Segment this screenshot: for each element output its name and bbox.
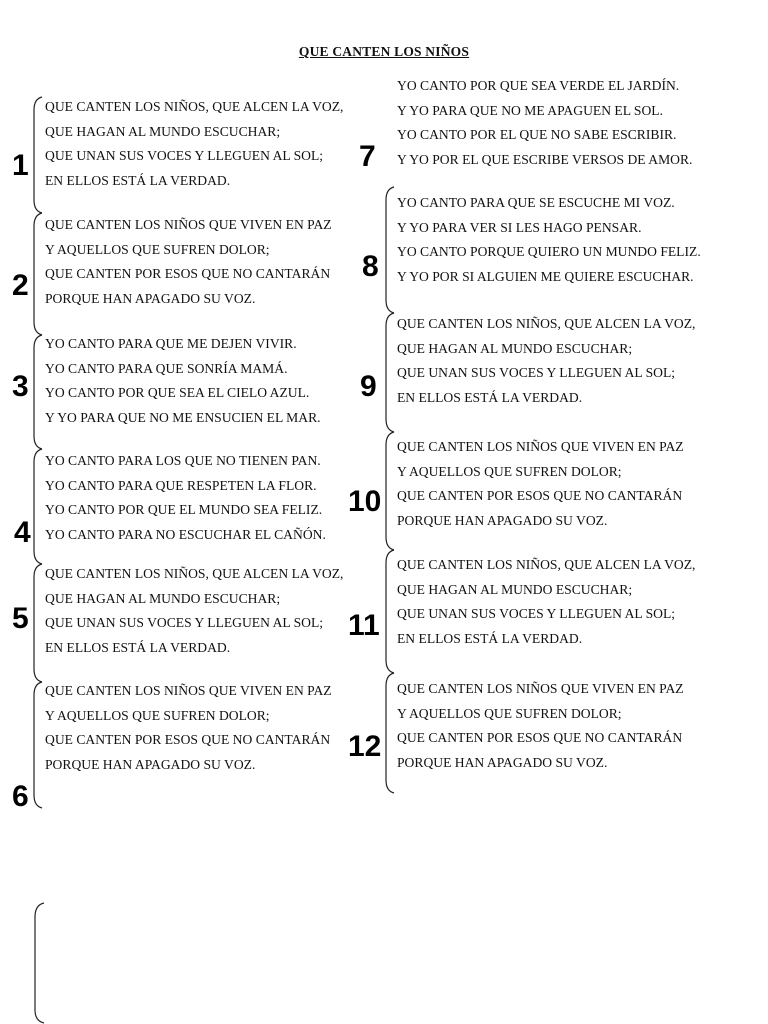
- verse-line: QUE CANTEN LOS NIÑOS QUE VIVEN EN PAZ: [397, 439, 684, 454]
- verse-line: YO CANTO POR EL QUE NO SABE ESCRIBIR.: [397, 127, 677, 142]
- bracket-right-11: [386, 550, 394, 673]
- verse-line: QUE CANTEN POR ESOS QUE NO CANTARÁN: [45, 266, 331, 281]
- verse-line: QUE HAGAN AL MUNDO ESCUCHAR;: [45, 123, 281, 139]
- stanza-number: 3: [12, 370, 29, 403]
- verse-line: EN ELLOS ESTÁ LA VERDAD.: [45, 639, 231, 655]
- bracket-right-8: [386, 187, 394, 313]
- stanza-number: 8: [362, 250, 379, 283]
- verse-line: YO CANTO POR QUE SEA VERDE EL JARDÍN.: [397, 78, 680, 93]
- bracket-right-12: [386, 673, 394, 793]
- stanza-number: 5: [12, 602, 29, 635]
- verse-line: YO CANTO PORQUE QUIERO UN MUNDO FELIZ.: [397, 244, 701, 259]
- bracket-right-9: [386, 313, 394, 432]
- verse-line: QUE UNAN SUS VOCES Y LLEGUEN AL SOL;: [45, 148, 324, 163]
- verse-line: YO CANTO PARA QUE SE ESCUCHE MI VOZ.: [397, 195, 675, 210]
- verse-line: QUE HAGAN AL MUNDO ESCUCHAR;: [397, 340, 633, 356]
- stanza-number: 10: [348, 485, 382, 518]
- verse-line: QUE HAGAN AL MUNDO ESCUCHAR;: [45, 590, 281, 606]
- bracket-left-1: [34, 97, 42, 213]
- verse-line: QUE CANTEN LOS NIÑOS QUE VIVEN EN PAZ: [45, 683, 332, 698]
- verse-line: PORQUE HAN APAGADO SU VOZ.: [397, 754, 608, 770]
- verse-line: QUE UNAN SUS VOCES Y LLEGUEN AL SOL;: [45, 615, 324, 630]
- stanza-number: 6: [12, 780, 29, 813]
- verse-line: Y AQUELLOS QUE SUFREN DOLOR;: [45, 707, 270, 723]
- page-title: QUE CANTEN LOS NIÑOS: [298, 44, 470, 59]
- verse-line: Y YO PARA VER SI LES HAGO PENSAR.: [397, 219, 642, 235]
- stanza-number: 9: [360, 370, 377, 403]
- verse-line: YO CANTO PARA LOS QUE NO TIENEN PAN.: [45, 453, 321, 468]
- stanza-number: 7: [359, 140, 376, 173]
- verse-line: QUE CANTEN POR ESOS QUE NO CANTARÁN: [397, 488, 683, 503]
- verse-line: Y YO POR SI ALGUIEN ME QUIERE ESCUCHAR.: [397, 268, 694, 284]
- verse-line: QUE HAGAN AL MUNDO ESCUCHAR;: [397, 581, 633, 597]
- verse-line: QUE CANTEN POR ESOS QUE NO CANTARÁN: [397, 730, 683, 745]
- verse-line: YO CANTO POR QUE EL MUNDO SEA FELIZ.: [45, 502, 323, 517]
- bracket-left-3: [34, 335, 42, 449]
- verse-line: QUE CANTEN LOS NIÑOS, QUE ALCEN LA VOZ,: [397, 316, 696, 331]
- bracket-left-6: [34, 682, 42, 808]
- verse-line: QUE CANTEN LOS NIÑOS QUE VIVEN EN PAZ: [45, 217, 332, 232]
- verse-line: PORQUE HAN APAGADO SU VOZ.: [45, 756, 256, 772]
- verse-line: Y AQUELLOS QUE SUFREN DOLOR;: [397, 705, 622, 721]
- verse-line: YO CANTO PARA QUE RESPETEN LA FLOR.: [45, 477, 317, 493]
- stanza-number: 4: [14, 516, 31, 549]
- stanza-number: 12: [348, 730, 382, 763]
- bracket-right-10: [386, 432, 394, 550]
- verse-line: Y YO PARA QUE NO ME ENSUCIEN EL MAR.: [45, 409, 321, 425]
- verse-line: Y YO POR EL QUE ESCRIBE VERSOS DE AMOR.: [397, 151, 693, 167]
- verse-line: QUE CANTEN LOS NIÑOS QUE VIVEN EN PAZ: [397, 681, 684, 696]
- verse-line: QUE UNAN SUS VOCES Y LLEGUEN AL SOL;: [397, 365, 676, 380]
- verse-line: YO CANTO POR QUE SEA EL CIELO AZUL.: [45, 385, 310, 400]
- verse-line: EN ELLOS ESTÁ LA VERDAD.: [397, 389, 583, 405]
- verse-line: QUE CANTEN POR ESOS QUE NO CANTARÁN: [45, 732, 331, 747]
- verse-line: QUE UNAN SUS VOCES Y LLEGUEN AL SOL;: [397, 606, 676, 621]
- bracket-left-4: [34, 449, 42, 564]
- verse-line: QUE CANTEN LOS NIÑOS, QUE ALCEN LA VOZ,: [45, 566, 344, 581]
- verse-line: EN ELLOS ESTÁ LA VERDAD.: [397, 630, 583, 646]
- bracket-left-2: [34, 213, 42, 335]
- verse-line: PORQUE HAN APAGADO SU VOZ.: [397, 512, 608, 528]
- stanza-number: 1: [12, 149, 29, 182]
- verse-line: Y AQUELLOS QUE SUFREN DOLOR;: [397, 463, 622, 479]
- bracket-left-5: [34, 564, 42, 682]
- stanza-number: 11: [348, 609, 380, 642]
- stanza-number: 2: [12, 269, 29, 302]
- verse-line: YO CANTO PARA QUE SONRÍA MAMÁ.: [45, 360, 288, 376]
- verse-line: YO CANTO PARA NO ESCUCHAR EL CAÑÓN.: [45, 526, 326, 542]
- bracket-empty: [35, 903, 44, 1023]
- verse-line: QUE CANTEN LOS NIÑOS, QUE ALCEN LA VOZ,: [397, 557, 696, 572]
- verse-line: Y YO PARA QUE NO ME APAGUEN EL SOL.: [397, 102, 663, 118]
- verse-line: PORQUE HAN APAGADO SU VOZ.: [45, 290, 256, 306]
- verse-line: QUE CANTEN LOS NIÑOS, QUE ALCEN LA VOZ,: [45, 99, 344, 114]
- verse-line: YO CANTO PARA QUE ME DEJEN VIVIR.: [45, 336, 297, 351]
- verse-line: Y AQUELLOS QUE SUFREN DOLOR;: [45, 241, 270, 257]
- verse-line: EN ELLOS ESTÁ LA VERDAD.: [45, 172, 231, 188]
